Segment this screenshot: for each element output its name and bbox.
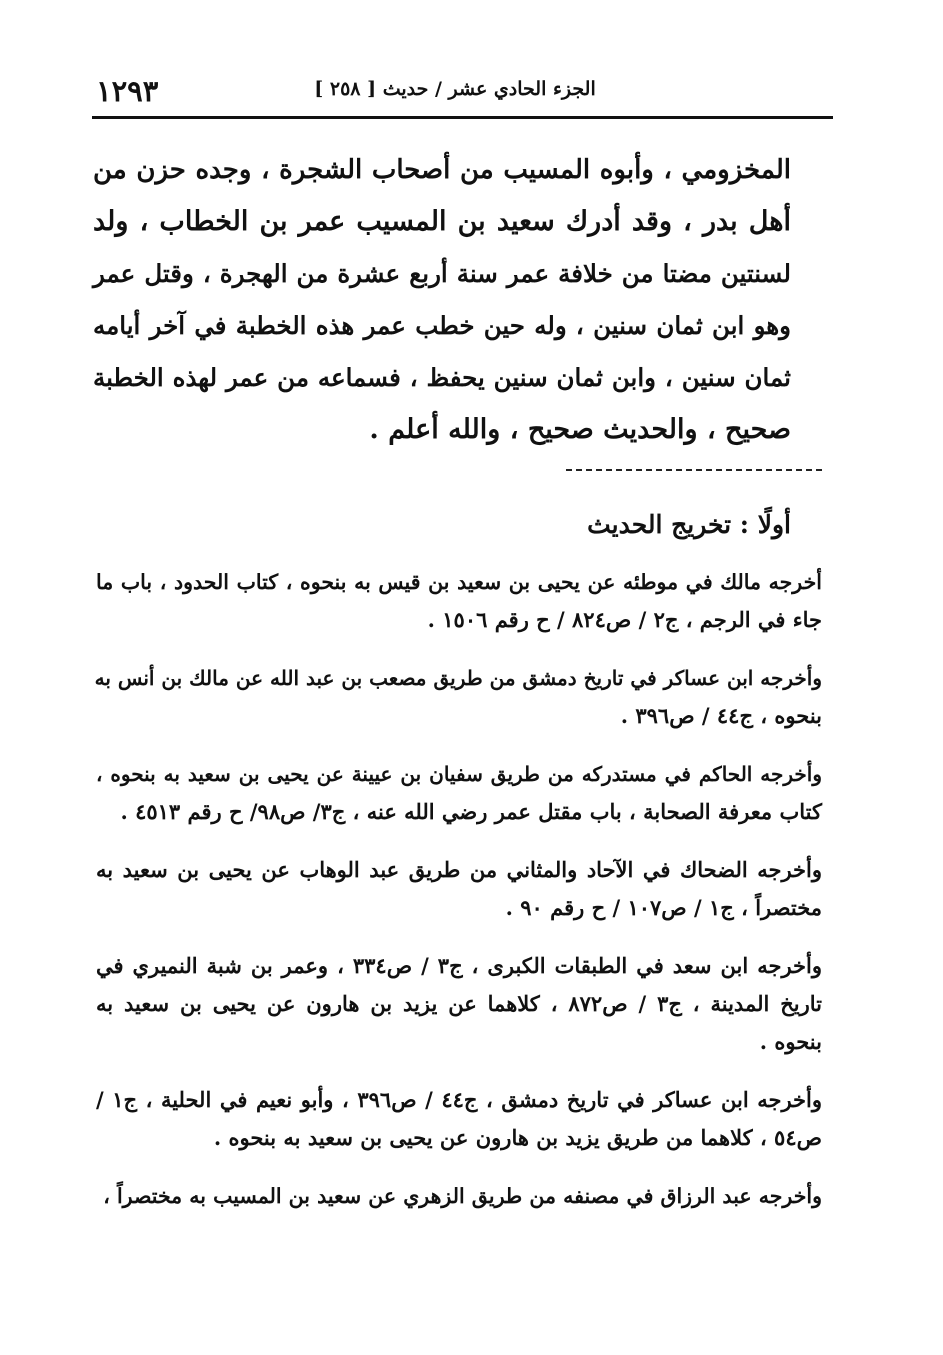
takhrij-entry (96, 755, 822, 831)
takhrij-entries (96, 563, 822, 1235)
entry-line: بنحوه . (759, 1029, 822, 1054)
entry-line: وأخرجه الحاكم في مستدركه من طريق سفيان بن عيينة عن يحيى بن سعيد به بنحوه ، (96, 762, 822, 786)
takhrij-entry (96, 1081, 822, 1157)
dashed-separator (566, 469, 822, 471)
entry-line: وأخرجه ابن عساكر في تاريخ دمشق من طريق مصعب بن عبد الله عن مالك بن أنس به (94, 666, 822, 690)
running-head: الجزء الحادي عشر / حديث [ ٢٥٨ ] (314, 78, 596, 100)
takhrij-entry (96, 659, 822, 735)
commentary-line: وهو ابن ثمان سنين ، وله حين خطب عمر هذه الخطبة في آخر أيامه (93, 311, 791, 340)
commentary-line: صحيح ، والحديث صحيح ، والله أعلم . (369, 414, 791, 445)
commentary-line: لسنتين مضتا من خلافة عمر سنة أربع عشرة من الهجرة ، وقتل عمر (93, 259, 791, 288)
entry-line: ص٥٤ ، كلاهما من طريق يزيد بن هارون عن يحيى بن سعيد به بنحوه . (213, 1125, 822, 1150)
entry-line: تاريخ المدينة ، ج٣ / ص٨٧٢ ، كلاهما عن يزيد بن هارون عن يحيى بن سعيد به (96, 991, 822, 1016)
entry-line: جاء في الرجم ، ج٢ / ص٨٢٤ / ح رقم ١٥٠٦ . (427, 607, 822, 632)
entry-line: وأخرجه الضحاك في الآحاد والمثاني من طريق عبد الوهاب عن يحيى بن سعيد به (96, 857, 822, 882)
takhrij-entry (96, 947, 822, 1061)
takhrij-entry (96, 563, 822, 639)
takhrij-entry (96, 1177, 822, 1215)
commentary-paragraph (93, 144, 791, 456)
entry-line: وأخرجه ابن سعد في الطبقات الكبرى ، ج٣ / ص٣٣٤ ، وعمر بن شبة النميري في (96, 953, 822, 978)
header-rule (92, 116, 833, 119)
entry-line: كتاب معرفة الصحابة ، باب مقتل عمر رضي الله عنه ، ج٣/ ص٩٨/ ح رقم ٤٥١٣ . (120, 799, 822, 824)
commentary-line: المخزومي ، وأبوه المسيب من أصحاب الشجرة ، وجده حزن من (93, 155, 791, 185)
takhrij-entry (96, 851, 822, 927)
entry-line: مختصراً ، ج١ / ص١٠٧ / ح رقم ٩٠ . (505, 895, 822, 920)
commentary-line: أهل بدر ، وقد أدرك سعيد بن المسيب عمر بن الخطاب ، ولد (93, 206, 791, 237)
entry-line: وأخرجه عبد الرزاق في مصنفه من طريق الزهري عن سعيد بن المسيب به مختصراً ، (103, 1184, 822, 1208)
entry-line: بنحوه ، ج٤٤ / ص٣٩٦ . (620, 703, 822, 728)
commentary-line: ثمان سنين ، وابن ثمان سنين يحفظ ، فسماعه من عمر لهذه الخطبة (93, 363, 791, 392)
section-heading: أولًا : تخريج الحديث (587, 510, 791, 539)
page-number: ١٢٩٣ (96, 74, 159, 108)
entry-line: وأخرجه ابن عساكر في تاريخ دمشق ، ج٤٤ / ص٣٩٦ ، وأبو نعيم في الحلية ، ج١ / (96, 1087, 823, 1112)
entry-line: أخرجه مالك في موطئه عن يحيى بن سعيد بن قيس به بنحوه ، كتاب الحدود ، باب ما (96, 570, 822, 594)
